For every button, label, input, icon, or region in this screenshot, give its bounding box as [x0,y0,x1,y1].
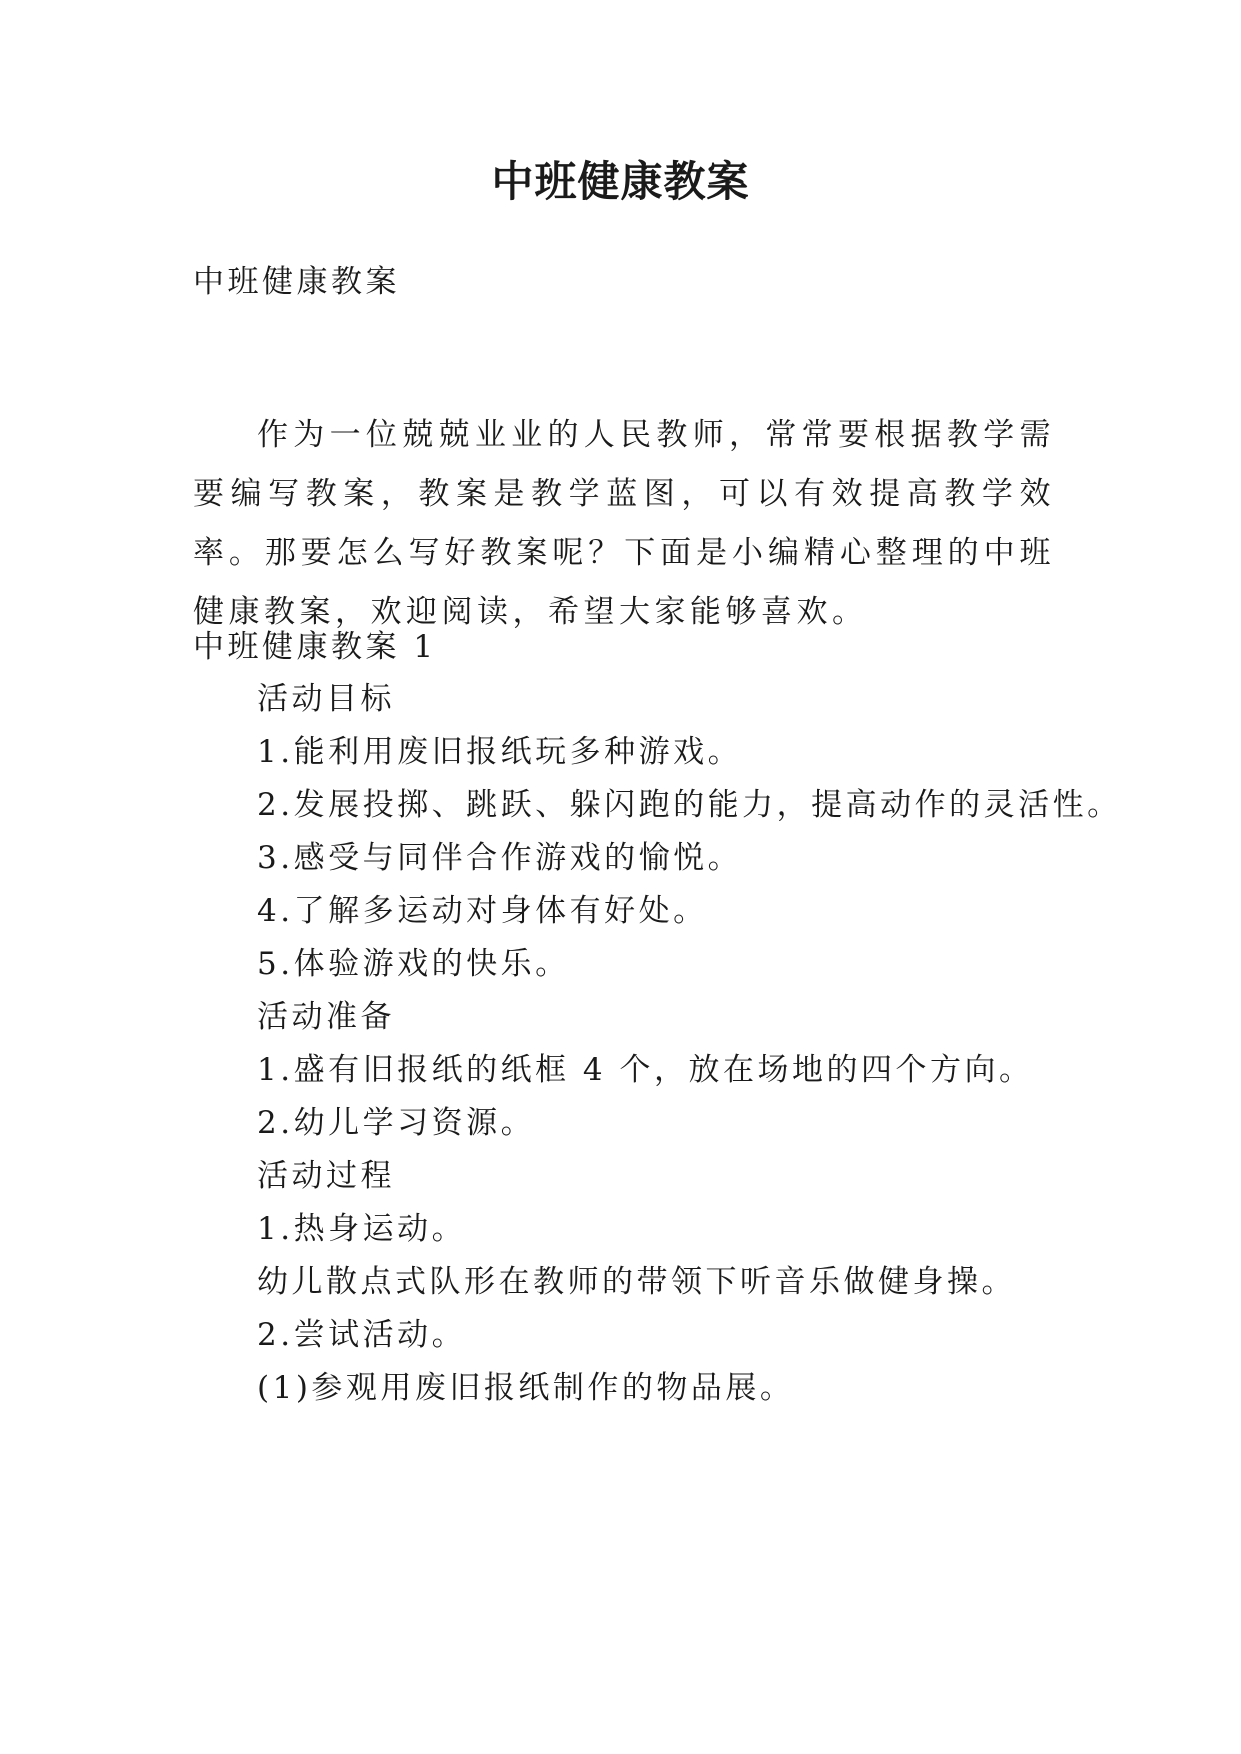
goals-heading: 活动目标 [257,681,395,717]
goal-item: 1.能利用废旧报纸玩多种游戏。 [257,734,743,770]
intro-paragraph: 作为一位兢兢业业的人民教师，常常要根据教学需要编写教案，教案是教学蓝图，可以有效提高教学效率。那要怎么写好教案呢？下面是小编精心整理的中班健康教案，欢迎阅读，希望大家能够喜欢。 [193,417,1055,630]
process-item: (1)参观用废旧报纸制作的物品展。 [257,1370,795,1406]
goal-item: 2.发展投掷、跳跃、躲闪跑的能力，提高动作的灵活性。 [257,787,1122,823]
process-item: 2.尝试活动。 [257,1317,467,1353]
goal-item: 5.体验游戏的快乐。 [257,946,570,982]
goal-item: 4.了解多运动对身体有好处。 [257,893,708,929]
preparation-heading: 活动准备 [257,999,395,1035]
goal-item: 3.感受与同伴合作游戏的愉悦。 [257,840,743,876]
process-item: 1.热身运动。 [257,1211,467,1247]
document-title: 中班健康教案 [491,157,750,206]
process-heading: 活动过程 [257,1158,395,1194]
process-item: 幼儿散点式队形在教师的带领下听音乐做健身操。 [257,1264,1016,1300]
section-title: 中班健康教案 1 [193,629,437,665]
preparation-item: 2.幼儿学习资源。 [257,1105,536,1141]
document-subtitle: 中班健康教案 [193,264,400,300]
preparation-item: 1.盛有旧报纸的纸框 4 个，放在场地的四个方向。 [257,1052,1034,1088]
